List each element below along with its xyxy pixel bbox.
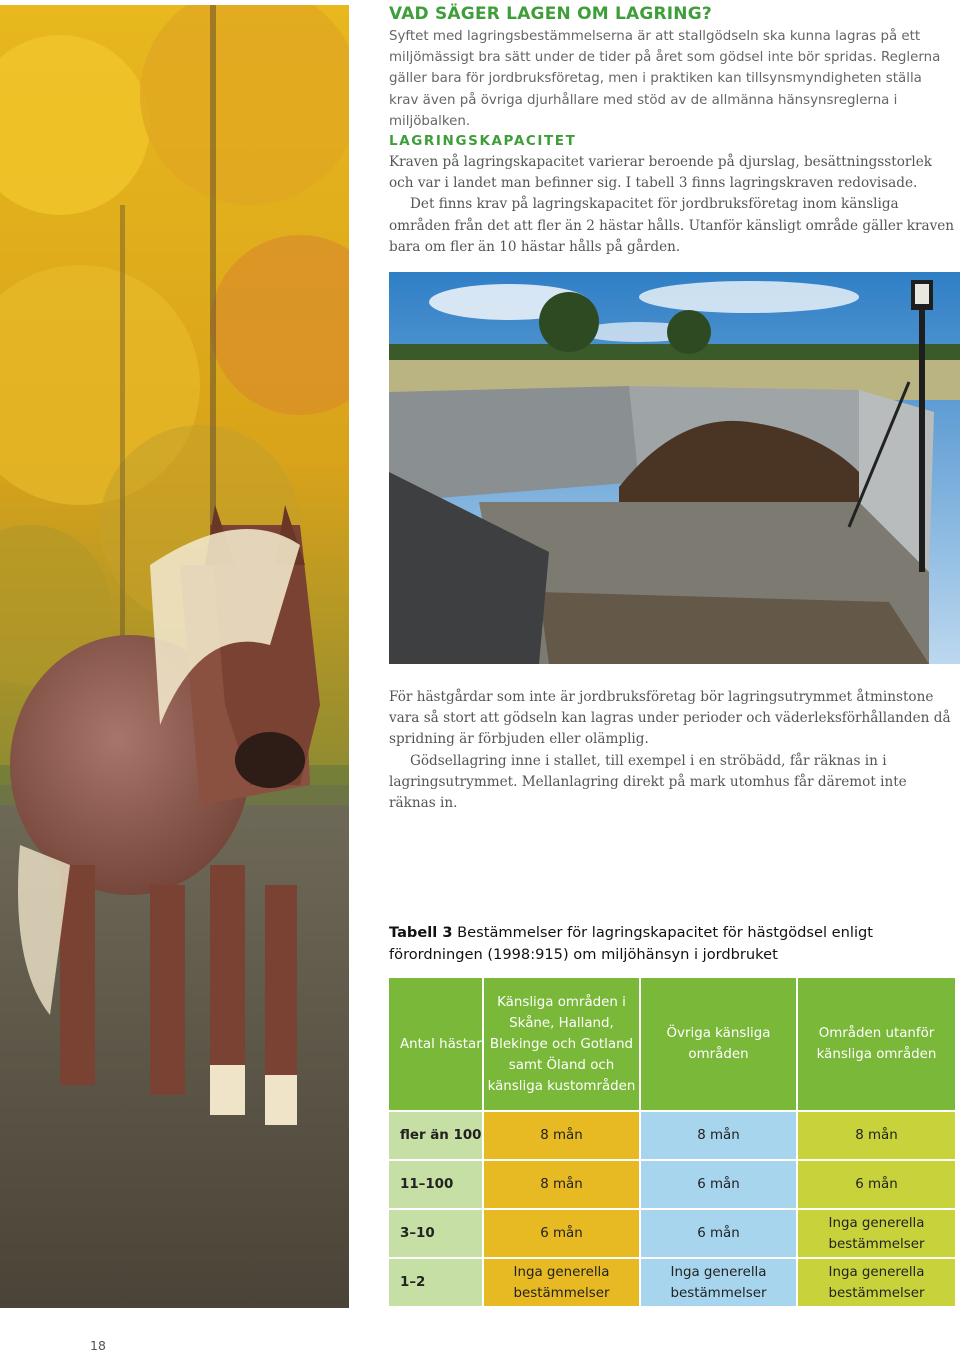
table-cell: Inga generella bestämmelser bbox=[798, 1210, 955, 1259]
table-cell: 3–10 bbox=[389, 1210, 484, 1259]
heading-lagringskapacitet: LAGRINGSKAPACITET bbox=[389, 133, 577, 149]
table-cell: Inga generella bestämmelser bbox=[798, 1259, 955, 1308]
header-utanfor-kansliga: Områden utanför känsliga områden bbox=[798, 978, 955, 1112]
table-cell: 8 mån bbox=[484, 1112, 641, 1161]
table-cell: 1–2 bbox=[389, 1259, 484, 1308]
header-antal-hastar: Antal hästar bbox=[389, 978, 484, 1112]
table-row bbox=[389, 1112, 955, 1161]
table-caption-text: Bestämmelser för lagringskapacitet för hästgödsel enligt förordningen (1998:915) om miljöhänsyn i jordbruket bbox=[389, 924, 873, 963]
hastgardar-text bbox=[389, 687, 955, 814]
table-row bbox=[389, 1210, 955, 1259]
table-row bbox=[389, 1259, 955, 1308]
table-cell: 8 mån bbox=[798, 1112, 955, 1161]
storage-requirements-table bbox=[389, 978, 955, 1308]
paragraph: Kraven på lagringskapacitet varierar beroende på djurslag, besättningsstorlek och var i landet man befinner sig. I tabell 3 finns lagringskraven redovisade. bbox=[389, 154, 933, 192]
table-cell: Inga generella bestämmelser bbox=[641, 1259, 798, 1308]
paragraph: Gödsellagring inne i stallet, till exempel i en ströbädd, får räknas in i lagringsutrymmet. Mellanlagring direkt på mark utomhus får däremot inte räknas in. bbox=[389, 752, 907, 812]
paragraph: För hästgårdar som inte är jordbruksföretag bör lagringsutrymmet åtminstone vara så stort att gödseln kan lagras under perioder och väderleksförhållanden då spridning är förbjuden eller olämplig. bbox=[389, 689, 951, 748]
table-cell: 8 mån bbox=[641, 1112, 798, 1161]
header-kansliga-sodra: Känsliga områden i Skåne, Halland, Blekinge och Gotland samt Öland och känsliga kustområden bbox=[484, 978, 641, 1112]
page-number: 18 bbox=[90, 1338, 106, 1353]
horse-photo bbox=[0, 5, 349, 1308]
table-caption-label: Tabell 3 bbox=[389, 924, 453, 941]
table-cell: 6 mån bbox=[484, 1210, 641, 1259]
paragraph: Det finns krav på lagringskapacitet för jordbruksföretag inom känsliga områden från det att fler än 2 hästar hålls. Utanför känsligt område gäller kraven bara om fler än 10 hästar hålls på gården. bbox=[389, 196, 955, 255]
table-caption bbox=[389, 922, 955, 965]
table-row bbox=[389, 1161, 955, 1210]
table-cell: 8 mån bbox=[484, 1161, 641, 1210]
table-cell: 11–100 bbox=[389, 1161, 484, 1210]
table-cell: 6 mån bbox=[641, 1210, 798, 1259]
lagringskapacitet-text bbox=[389, 152, 955, 258]
table-cell: Inga generella bestämmelser bbox=[484, 1259, 641, 1308]
header-ovriga-kansliga: Övriga känsliga områden bbox=[641, 978, 798, 1112]
manure-storage-photo bbox=[389, 272, 960, 664]
intro-paragraph: Syftet med lagringsbestämmelserna är att stallgödseln ska kunna lagras på ett miljömässigt bra sätt under de tider på året som gödsel inte bör spridas. Reglerna gäller bara för jordbruksföretag, men i praktiken kan tillsynsmyndigheten ställa krav även på övriga djurhållare med stöd av de allmänna hänsynsreglerna i miljöbalken. bbox=[389, 29, 941, 129]
heading-lagring: VAD SÄGER LAGEN OM LAGRING? bbox=[389, 4, 712, 24]
table-cell: 6 mån bbox=[641, 1161, 798, 1210]
table-cell: fler än 100 bbox=[389, 1112, 484, 1161]
table-cell: 6 mån bbox=[798, 1161, 955, 1210]
table-header-row bbox=[389, 978, 955, 1112]
